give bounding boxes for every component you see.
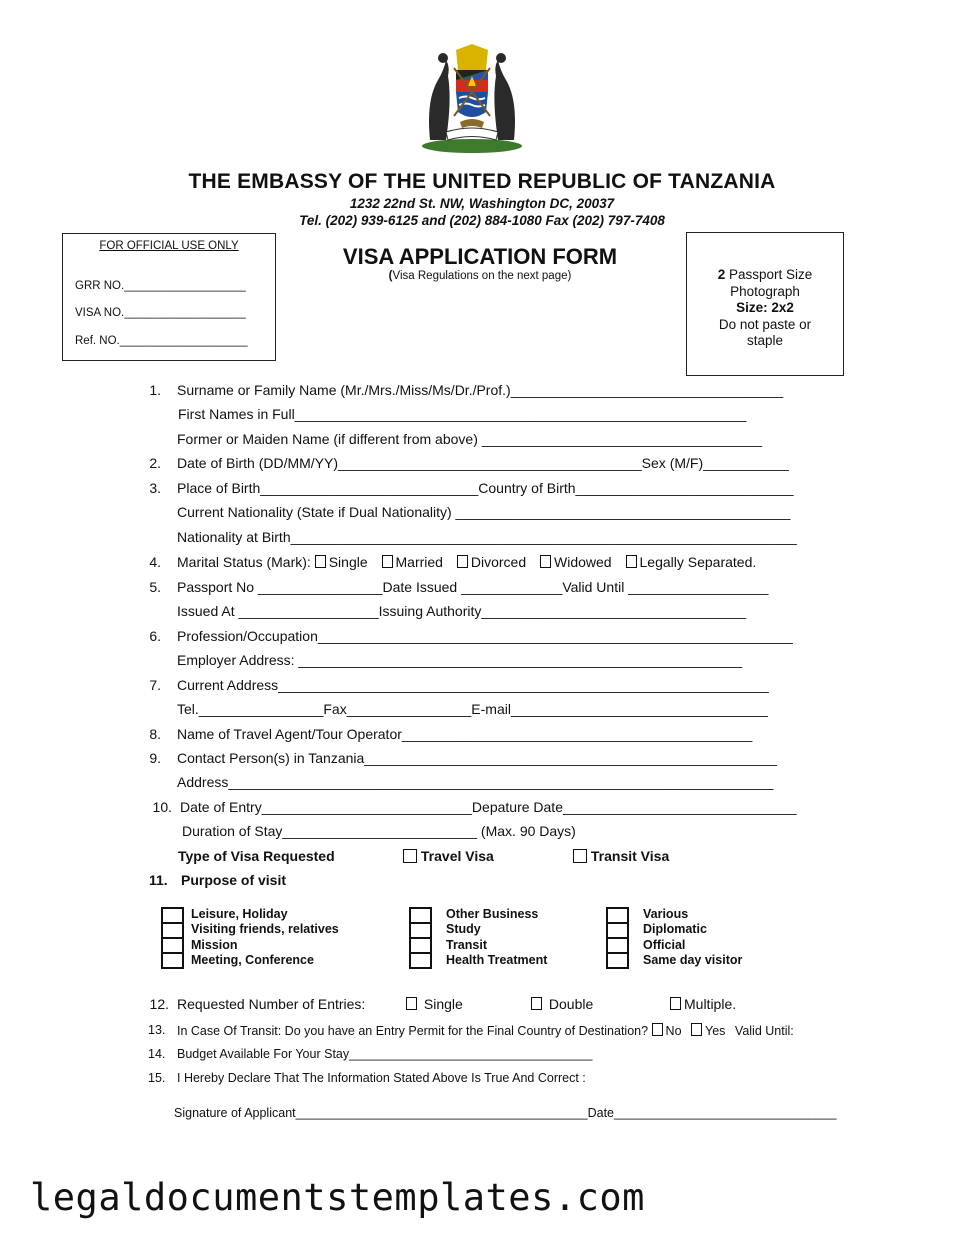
item-number: 1. <box>149 382 161 398</box>
purpose-meeting-checkbox[interactable] <box>161 952 184 969</box>
item-number: 2. <box>149 455 161 471</box>
profession-field[interactable]: Profession/Occupation_____________________________________________________________ <box>177 628 793 644</box>
purpose-option-label: Visiting friends, relatives <box>191 922 339 937</box>
visa-number-field[interactable]: VISA NO.___________________ <box>75 307 246 319</box>
checkbox-icon <box>670 997 681 1010</box>
item-number: 5. <box>149 579 161 595</box>
contact-person-field[interactable]: Contact Person(s) in Tanzania_____________________________________________________ <box>177 750 777 766</box>
travel-agent-field[interactable]: Name of Travel Agent/Tour Operator_____________________________________________ <box>177 726 753 742</box>
entries-single-checkbox[interactable]: Single <box>406 996 463 1012</box>
checkbox-icon <box>540 555 551 568</box>
purpose-option-label: Diplomatic <box>643 922 707 937</box>
photo-line-4: Do not paste or <box>718 316 812 332</box>
entry-date-field[interactable]: Date of Entry___________________________Depature Date______________________________ <box>180 799 797 815</box>
transit-no-checkbox[interactable]: No <box>652 1024 682 1038</box>
marital-status-row <box>177 554 756 570</box>
item-number: 8. <box>149 726 161 742</box>
item-number: 9. <box>149 750 161 766</box>
surname-field[interactable]: Surname or Family Name (Mr./Mrs./Miss/Ms/Dr./Prof.)___________________________________ <box>177 382 784 398</box>
form-title: VISA APPLICATION FORM <box>342 244 618 269</box>
date-of-birth-field[interactable]: Date of Birth (DD/MM/YY)_______________________________________Sex (M/F)___________ <box>177 455 789 471</box>
photo-size: Size: 2x2 <box>736 300 794 315</box>
purpose-sameday-checkbox[interactable] <box>606 952 629 969</box>
item-number: 10. <box>152 799 172 815</box>
checkbox-icon <box>531 997 542 1010</box>
grr-number-field[interactable]: GRR NO.___________________ <box>75 280 246 292</box>
transit-yes-checkbox[interactable]: Yes <box>691 1024 725 1038</box>
former-name-field[interactable]: Former or Maiden Name (if different from above) ____________________________________ <box>177 431 763 447</box>
purpose-option-label: Other Business <box>446 907 539 921</box>
item-number: 6. <box>149 628 161 644</box>
tel-fax-email-field[interactable]: Tel.________________Fax________________E-mail_________________________________ <box>177 701 768 717</box>
signature-date-field[interactable]: Signature of Applicant__________________________________________Date________________________________ <box>174 1106 837 1120</box>
item-number: 4. <box>149 554 161 570</box>
checkbox-icon <box>691 1023 702 1036</box>
ref-number-field[interactable]: Ref. NO.____________________ <box>75 335 248 347</box>
checkbox-icon <box>382 555 393 568</box>
issued-at-field[interactable]: Issued At __________________Issuing Authority__________________________________ <box>177 603 747 619</box>
checkbox-icon <box>406 997 417 1010</box>
purpose-option-label: Official <box>643 937 686 952</box>
contact-address-field[interactable]: Address______________________________________________________________________ <box>177 774 774 790</box>
purpose-label: Purpose of visit <box>181 872 287 888</box>
coat-of-arms-emblem <box>416 40 528 158</box>
transit-valid-until: Valid Until: <box>734 1024 794 1038</box>
marital-married-checkbox[interactable]: Married <box>382 554 443 570</box>
purpose-option-label: Health Treatment <box>446 952 548 967</box>
marital-divorced-checkbox[interactable]: Divorced <box>457 554 526 570</box>
item-number: 15. <box>148 1071 166 1085</box>
embassy-address: 1232 22nd St. NW, Washington DC, 20037 <box>349 196 615 211</box>
nationality-at-birth-field[interactable]: Nationality at Birth_________________________________________________________________ <box>177 529 797 545</box>
photo-line-1: 2 Passport Size <box>717 267 813 282</box>
item-number: 13. <box>148 1023 166 1037</box>
embassy-phones: Tel. (202) 939-6125 and (202) 884-1080 Fax (202) 797-7408 <box>299 213 665 228</box>
checkbox-icon <box>573 849 587 863</box>
passport-field[interactable]: Passport No ________________Date Issued _____________Valid Until __________________ <box>177 579 769 595</box>
form-subtitle: (Visa Regulations on the next page) <box>388 270 572 282</box>
checkbox-icon <box>403 849 417 863</box>
marital-widowed-checkbox[interactable]: Widowed <box>540 554 612 570</box>
official-use-heading: FOR OFFICIAL USE ONLY <box>99 240 239 252</box>
entries-label: Requested Number of Entries: <box>177 996 366 1012</box>
transit-question: In Case Of Transit: Do you have an Entry Permit for the Final Country of Destination? No Yes Valid Until: <box>177 1024 794 1038</box>
employer-address-field[interactable]: Employer Address: _________________________________________________________ <box>177 652 743 668</box>
checkbox-icon <box>626 555 637 568</box>
current-address-field[interactable]: Current Address_______________________________________________________________ <box>177 677 769 693</box>
checkbox-icon <box>652 1023 663 1036</box>
checkbox-icon <box>315 555 326 568</box>
marital-status-label: Marital Status (Mark): <box>177 554 315 570</box>
item-number: 3. <box>149 480 161 496</box>
purpose-option-label: Mission <box>191 937 238 952</box>
item-number: 7. <box>149 677 161 693</box>
site-watermark: legaldocumentstemplates.com <box>30 1176 645 1219</box>
purpose-option-label: Leisure, Holiday <box>191 907 288 921</box>
photo-box <box>686 232 844 376</box>
declaration-text: I Hereby Declare That The Information Stated Above Is True And Correct : <box>177 1071 586 1085</box>
place-of-birth-field[interactable]: Place of Birth____________________________Country of Birth____________________________ <box>177 480 794 496</box>
item-number: 12. <box>149 996 169 1012</box>
visa-type-label: Type of Visa Requested <box>178 848 335 864</box>
purpose-option-label: Various <box>643 907 689 921</box>
purpose-column-2 <box>446 907 547 968</box>
purpose-option-label: Meeting, Conference <box>191 952 314 967</box>
purpose-option-label: Transit <box>446 937 487 952</box>
travel-visa-checkbox[interactable]: Travel Visa <box>403 848 494 864</box>
marital-separated-checkbox[interactable]: Legally Separated. <box>626 554 757 570</box>
photo-line-5: staple <box>746 333 784 348</box>
official-use-box <box>62 233 276 361</box>
checkbox-icon <box>457 555 468 568</box>
transit-visa-checkbox[interactable]: Transit Visa <box>573 848 669 864</box>
first-names-field[interactable]: First Names in Full__________________________________________________________ <box>178 406 747 422</box>
item-number: 14. <box>148 1047 166 1061</box>
purpose-column-1 <box>191 907 339 968</box>
entries-double-checkbox[interactable]: Double <box>531 996 593 1012</box>
photo-line-2: Photograph <box>730 283 800 299</box>
purpose-column-3 <box>643 907 742 968</box>
marital-single-checkbox[interactable]: Single <box>315 554 368 570</box>
budget-field[interactable]: Budget Available For Your Stay___________________________________ <box>177 1047 593 1061</box>
current-nationality-field[interactable]: Current Nationality (State if Dual Nationality) ___________________________________________ <box>177 504 791 520</box>
embassy-title: THE EMBASSY OF THE UNITED REPUBLIC OF TANZANIA <box>188 170 776 193</box>
purpose-option-label: Same day visitor <box>643 952 743 967</box>
duration-field[interactable]: Duration of Stay_________________________ (Max. 90 Days) <box>182 823 576 839</box>
purpose-option-label: Study <box>446 922 481 937</box>
entries-multiple-checkbox[interactable]: Multiple. <box>670 996 736 1012</box>
purpose-health-checkbox[interactable] <box>409 952 432 969</box>
item-number: 11. <box>149 872 168 888</box>
